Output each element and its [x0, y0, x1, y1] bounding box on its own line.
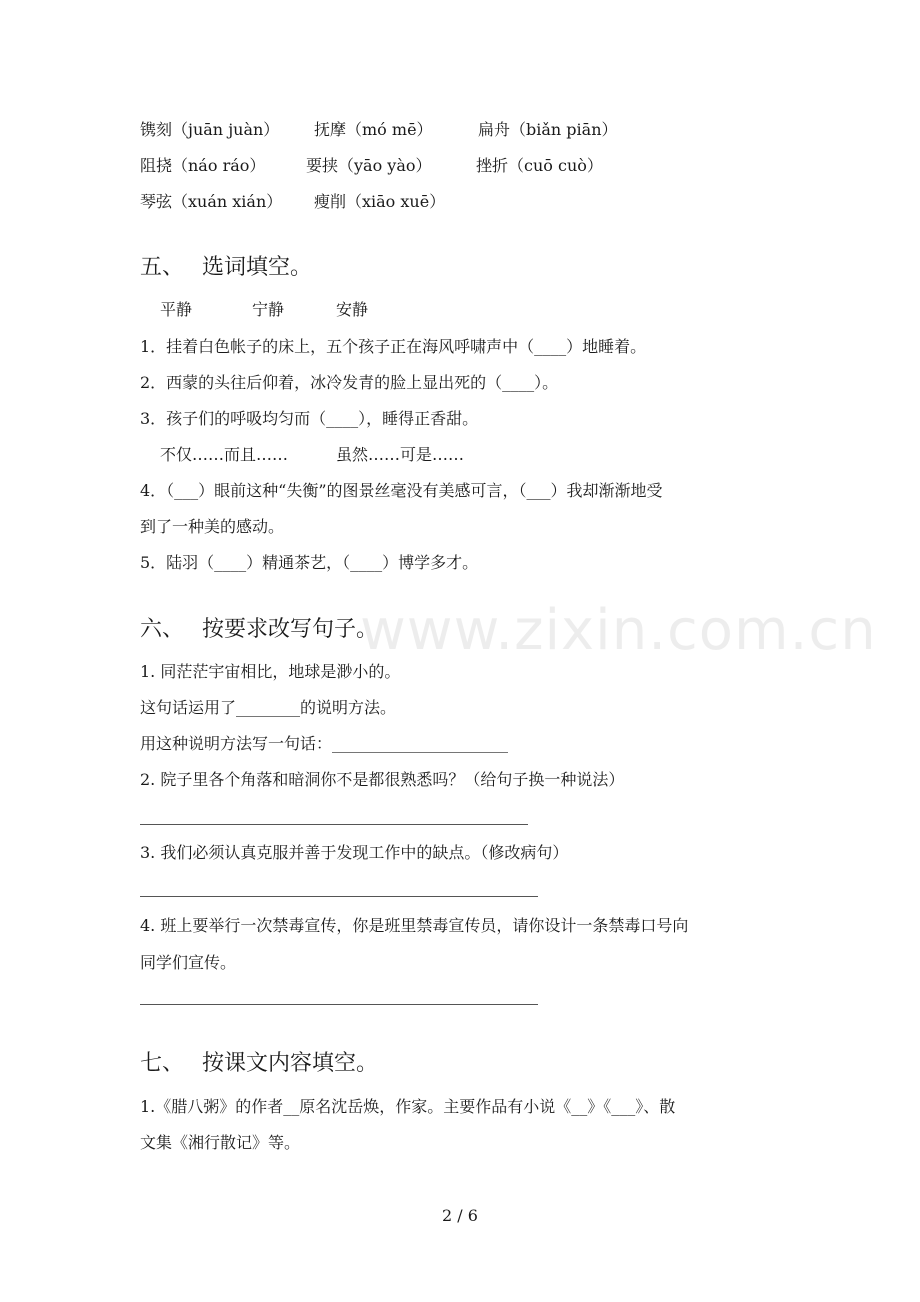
word-option: 不仅……而且…… — [160, 445, 289, 464]
question-6-1-write: 用这种说明方法写一句话：______________________ — [140, 734, 509, 753]
question-6-1: 1. 同茫茫宇宙相比，地球是渺小的。 — [140, 662, 401, 681]
section-number: 六、 — [140, 617, 185, 642]
answer-line — [140, 896, 538, 897]
pinyin-item: 抚摩（mó mē） — [314, 120, 433, 139]
watermark: www.zixin.com.cn — [360, 598, 877, 663]
question-6-4-cont: 同学们宣传。 — [140, 953, 237, 972]
question-6-4: 4. 班上要举行一次禁毒宣传，你是班里禁毒宣传员，请你设计一条禁毒口号向 — [140, 916, 689, 935]
question-6-3: 3. 我们必须认真克服并善于发现工作中的缺点。（修改病句） — [140, 843, 569, 862]
question-5-1: 1．挂着白色帐子的床上，五个孩子正在海风呼啸声中（____）地睡着。 — [140, 337, 647, 356]
question-5-2: 2．西蒙的头往后仰着，冰冷发青的脸上显出死的（____）。 — [140, 373, 559, 392]
word-option: 平静 — [160, 300, 193, 319]
question-5-3: 3．孩子们的呼吸均匀而（____），睡得正香甜。 — [140, 409, 479, 428]
question-7-1-cont: 文集《湘行散记》等。 — [140, 1133, 301, 1152]
word-option: 安静 — [336, 300, 369, 319]
section-number: 五、 — [140, 255, 185, 280]
pinyin-item: 扁舟（biǎn piān） — [478, 120, 618, 139]
question-6-1-method: 这句话运用了________的说明方法。 — [140, 698, 397, 717]
section-heading-5 — [140, 254, 312, 282]
word-bank-1 — [160, 300, 368, 320]
word-option: 宁静 — [252, 300, 285, 319]
pinyin-item: 阻挠（náo ráo） — [140, 156, 266, 175]
pinyin-item: 镌刻（juān juàn） — [140, 120, 280, 139]
page-number: 2 / 6 — [442, 1206, 478, 1225]
pinyin-item: 挫折（cuō cuò） — [476, 156, 603, 175]
pinyin-row-2 — [140, 156, 603, 176]
section-title: 按要求改写句子。 — [202, 617, 379, 642]
section-title: 按课文内容填空。 — [202, 1051, 379, 1076]
question-6-2: 2. 院子里各个角落和暗洞你不是都很熟悉吗？（给句子换一种说法） — [140, 770, 625, 789]
pinyin-row-1 — [140, 120, 618, 140]
word-option: 虽然……可是…… — [336, 445, 465, 464]
question-5-5: 5．陆羽（____）精通茶艺，（____）博学多才。 — [140, 553, 479, 572]
section-heading-6 — [140, 616, 378, 644]
section-number: 七、 — [140, 1051, 185, 1076]
question-7-1: 1.《腊八粥》的作者__原名沈岳焕，作家。主要作品有小说《__》《___》、散 — [140, 1097, 676, 1116]
section-heading-7 — [140, 1050, 378, 1078]
pinyin-item: 要挟（yāo yào） — [306, 156, 432, 175]
answer-line — [140, 824, 528, 825]
pinyin-item: 琴弦（xuán xián） — [140, 192, 283, 211]
section-title: 选词填空。 — [202, 255, 313, 280]
pinyin-row-3 — [140, 192, 445, 212]
question-5-4-cont: 到了一种美的感动。 — [140, 517, 285, 536]
answer-line — [140, 1004, 538, 1005]
word-bank-2 — [160, 445, 464, 465]
pinyin-item: 瘦削（xiāo xuē） — [314, 192, 446, 211]
question-5-4: 4．（___）眼前这种“失衡”的图景丝毫没有美感可言，（___）我却渐渐地受 — [140, 481, 663, 500]
